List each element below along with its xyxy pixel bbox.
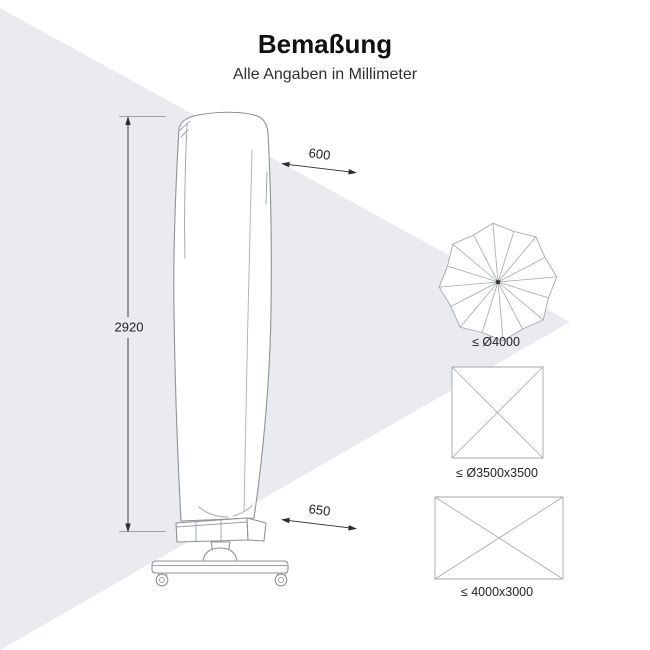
rectangular-capacity-label: ≤ 4000x3000 [460,585,534,599]
base-width-dimension-label: 650 [307,501,332,519]
rectangle-canopy-cross-icon [435,497,563,579]
round-capacity-label: ≤ Ø4000 [472,335,520,349]
arrow-right-icon [348,169,357,174]
square-canopy-cross-icon [452,367,543,458]
top-width-dimension-label: 600 [307,145,332,163]
arrow-right-icon [348,525,357,530]
umbrella-hub [496,280,501,285]
caster-wheel-left [156,573,168,586]
square-capacity-label: ≤ Ø3500x3500 [456,466,538,480]
base-plate [152,561,288,573]
cover-body [174,112,271,521]
page-subtitle: Alle Angaben in Millimeter [232,66,418,83]
height-dimension-label: 2920 [114,319,144,335]
page-title: Bemaßung [257,29,393,59]
base-width-dimension [281,501,357,530]
cover-skirt [176,518,266,542]
arrow-left-icon [281,518,290,523]
caster-wheel-right [275,573,287,586]
